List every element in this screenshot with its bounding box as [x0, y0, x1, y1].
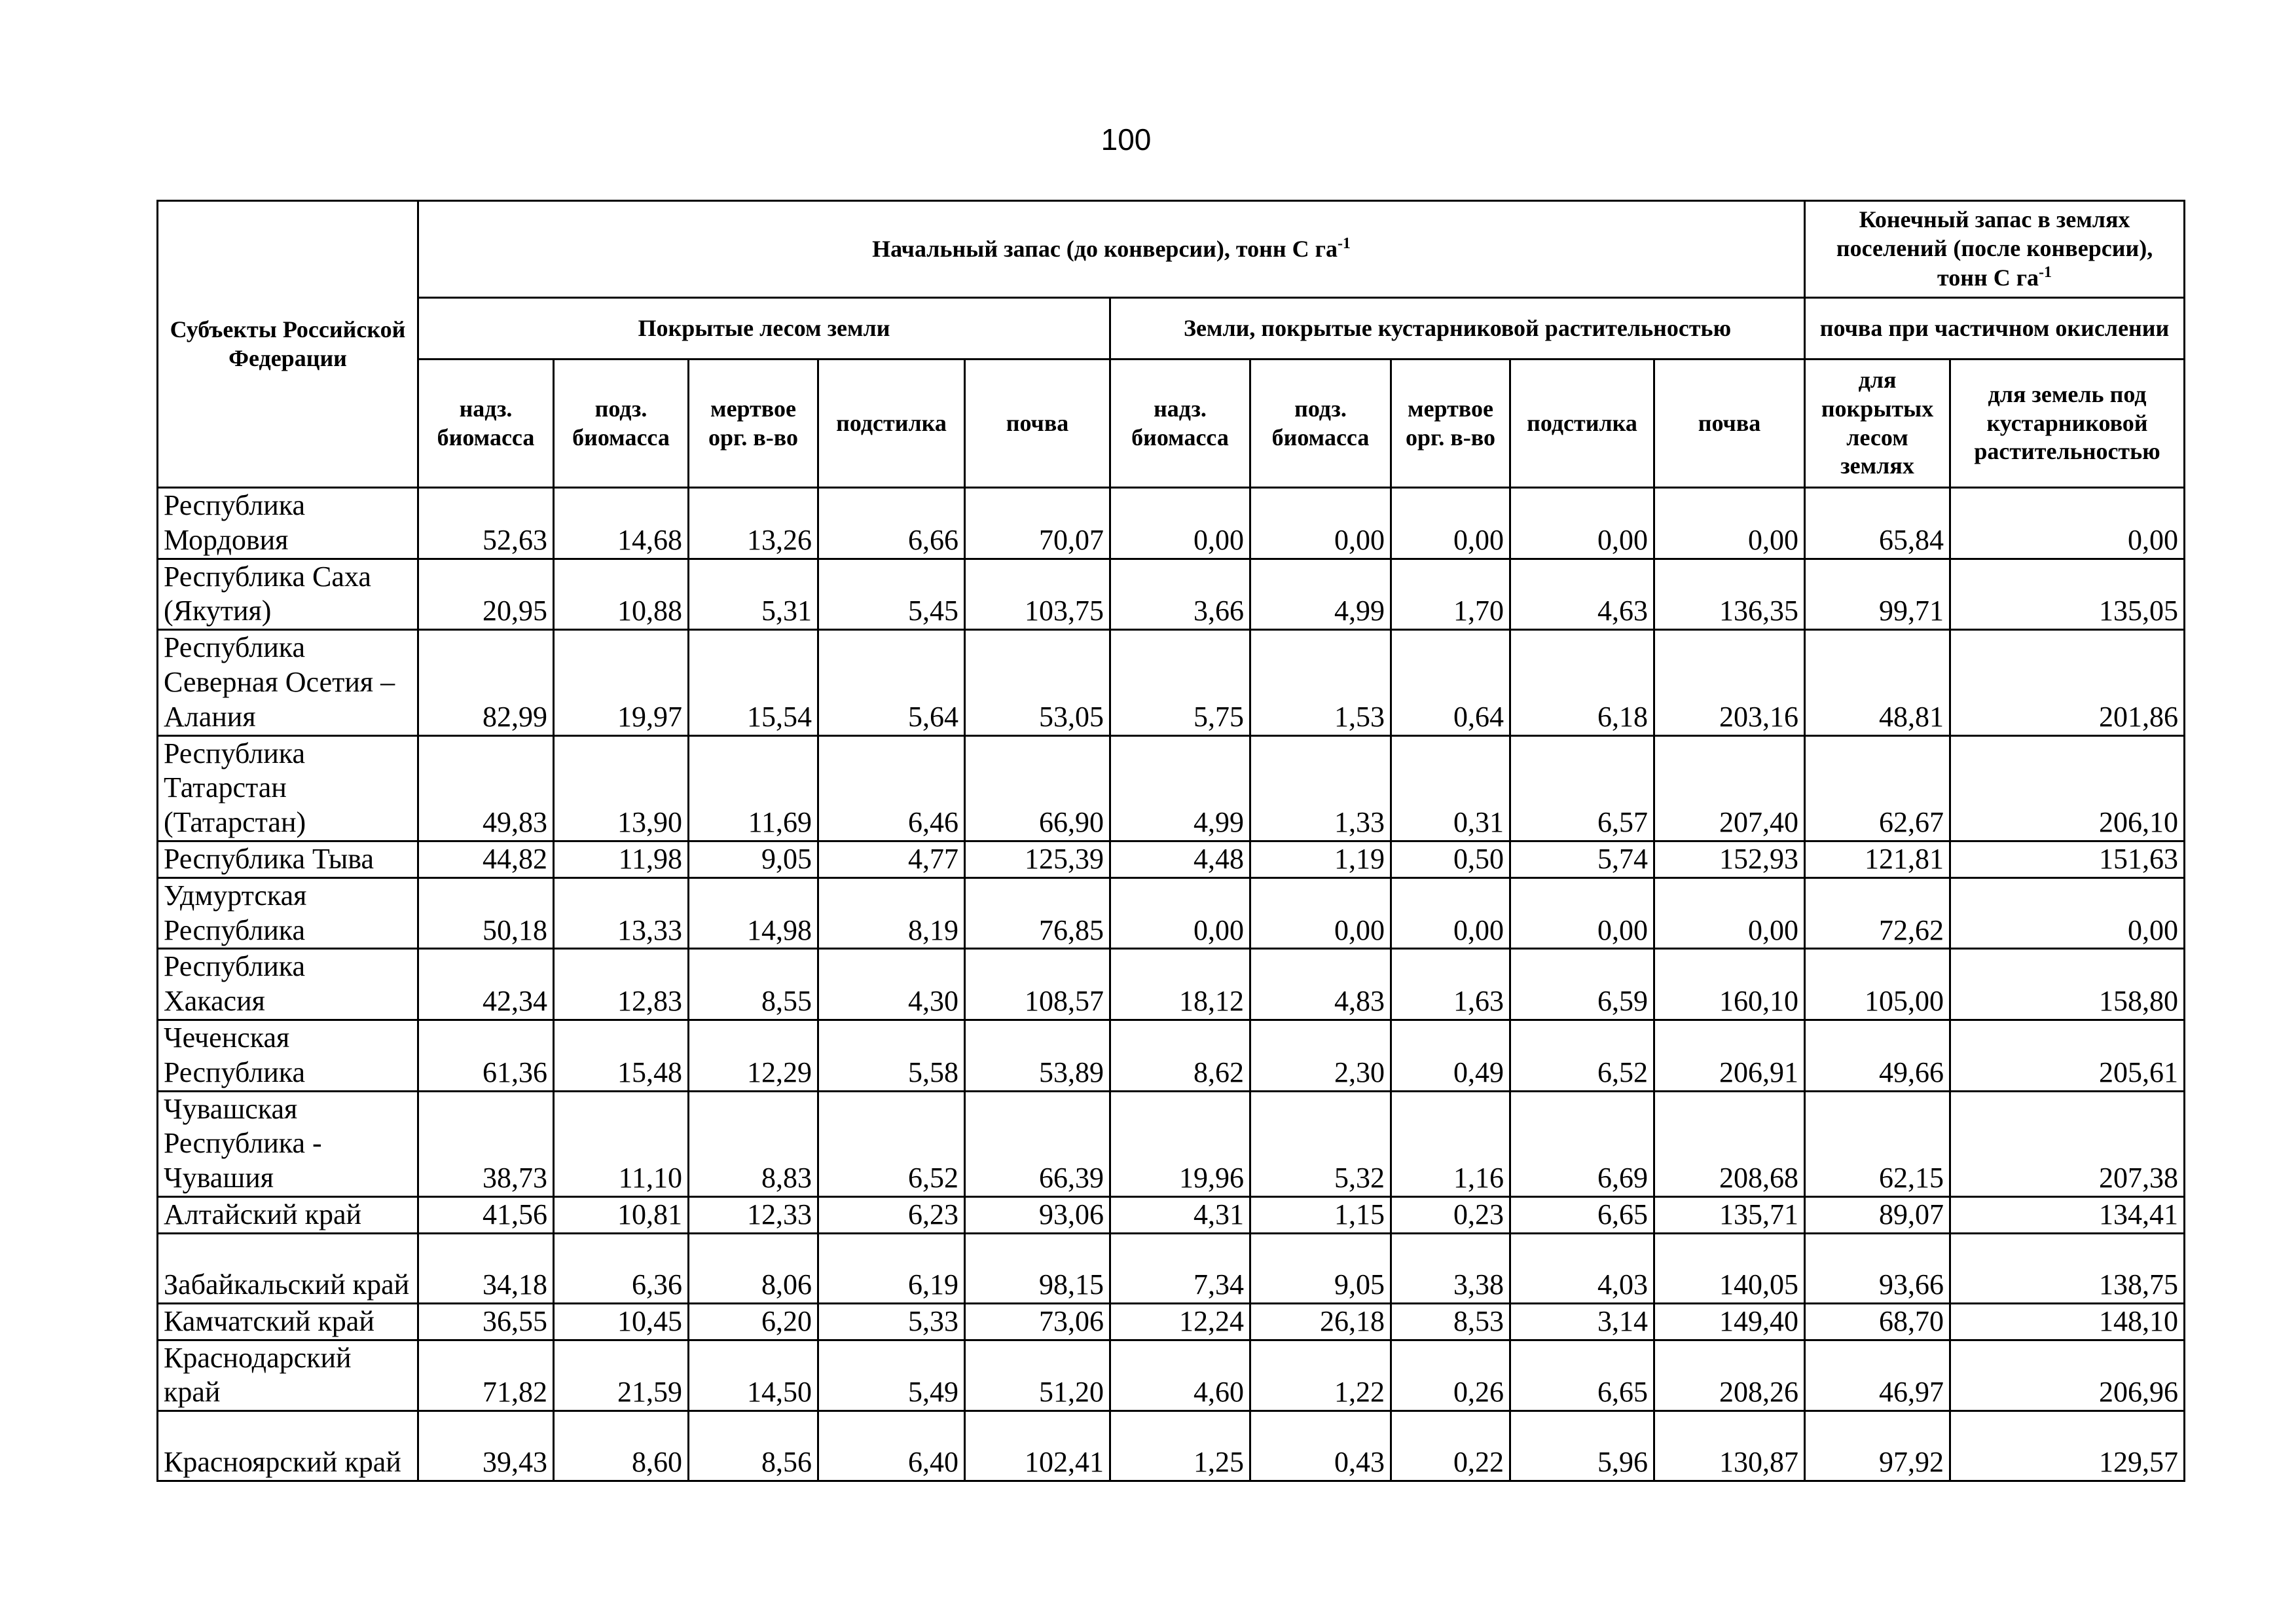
- table-cell: 208,26: [1654, 1340, 1805, 1411]
- col-forest-aboveground: надз. биомасса: [418, 360, 554, 488]
- row-subject-name: Республика Северная Осетия – Алания: [158, 630, 418, 735]
- table-cell: 0,00: [1391, 877, 1510, 949]
- table-cell: 4,99: [1250, 559, 1391, 630]
- table-cell: 62,67: [1805, 735, 1950, 841]
- row-subject-name: Республика Саха (Якутия): [158, 559, 418, 630]
- table-cell: 6,20: [689, 1303, 818, 1340]
- table-cell: 125,39: [965, 841, 1110, 877]
- table-cell: 39,43: [418, 1411, 554, 1481]
- table-cell: 42,34: [418, 949, 554, 1020]
- table-cell: 62,15: [1805, 1091, 1950, 1196]
- table-cell: 51,20: [965, 1340, 1110, 1411]
- col-forest-soil: почва: [965, 360, 1110, 488]
- table-cell: 89,07: [1805, 1196, 1950, 1233]
- table-cell: 2,30: [1250, 1020, 1391, 1091]
- table-cell: 52,63: [418, 488, 554, 559]
- table-cell: 13,26: [689, 488, 818, 559]
- col-forest-litter: подстилка: [818, 360, 965, 488]
- row-subject-name: Чеченская Республика: [158, 1020, 418, 1091]
- table-cell: 48,81: [1805, 630, 1950, 735]
- row-subject-name: Алтайский край: [158, 1196, 418, 1233]
- table-cell: 12,83: [554, 949, 689, 1020]
- table-cell: 13,33: [554, 877, 689, 949]
- col-shrub-aboveground: надз. биомасса: [1110, 360, 1250, 488]
- table-cell: 134,41: [1950, 1196, 2185, 1233]
- table-cell: 6,65: [1510, 1340, 1654, 1411]
- table-cell: 151,63: [1950, 841, 2185, 877]
- table-cell: 0,43: [1250, 1411, 1391, 1481]
- table-cell: 4,99: [1110, 735, 1250, 841]
- table-cell: 0,00: [1250, 488, 1391, 559]
- table-cell: 82,99: [418, 630, 554, 735]
- table-cell: 5,96: [1510, 1411, 1654, 1481]
- table-cell: 6,57: [1510, 735, 1654, 841]
- table-cell: 5,75: [1110, 630, 1250, 735]
- table-cell: 0,00: [1950, 877, 2185, 949]
- table-cell: 0,00: [1654, 877, 1805, 949]
- col-final-shrub: для земель под кустарниковой растительностью: [1950, 360, 2185, 488]
- table-cell: 4,03: [1510, 1233, 1654, 1303]
- table-cell: 73,06: [965, 1303, 1110, 1340]
- table-cell: 18,12: [1110, 949, 1250, 1020]
- table-row: [158, 488, 2185, 559]
- table-cell: 6,18: [1510, 630, 1654, 735]
- table-cell: 149,40: [1654, 1303, 1805, 1340]
- table-cell: 15,54: [689, 630, 818, 735]
- table-row: [158, 1233, 2185, 1303]
- table-cell: 0,00: [1110, 488, 1250, 559]
- table-cell: 5,64: [818, 630, 965, 735]
- table-cell: 160,10: [1654, 949, 1805, 1020]
- table-cell: 49,83: [418, 735, 554, 841]
- table-cell: 14,68: [554, 488, 689, 559]
- table-cell: 4,30: [818, 949, 965, 1020]
- table-row: [158, 1020, 2185, 1091]
- table-cell: 207,38: [1950, 1091, 2185, 1196]
- table-cell: 15,48: [554, 1020, 689, 1091]
- col-shrub-dead-organic: мертвое орг. в-во: [1391, 360, 1510, 488]
- table-cell: 8,60: [554, 1411, 689, 1481]
- table-cell: 6,52: [818, 1091, 965, 1196]
- table-cell: 203,16: [1654, 630, 1805, 735]
- table-cell: 8,56: [689, 1411, 818, 1481]
- table-cell: 0,00: [1250, 877, 1391, 949]
- table-cell: 4,83: [1250, 949, 1391, 1020]
- table-cell: 0,00: [1654, 488, 1805, 559]
- table-cell: 41,56: [418, 1196, 554, 1233]
- table-cell: 53,89: [965, 1020, 1110, 1091]
- table-cell: 10,88: [554, 559, 689, 630]
- table-cell: 0,00: [1950, 488, 2185, 559]
- table-cell: 140,05: [1654, 1233, 1805, 1303]
- table-cell: 208,68: [1654, 1091, 1805, 1196]
- table-cell: 11,98: [554, 841, 689, 877]
- table-cell: 1,15: [1250, 1196, 1391, 1233]
- table-cell: 201,86: [1950, 630, 2185, 735]
- row-subject-name: Чувашская Республика - Чувашия: [158, 1091, 418, 1196]
- table-cell: 6,69: [1510, 1091, 1654, 1196]
- table-cell: 19,96: [1110, 1091, 1250, 1196]
- header-initial-stock-text: Начальный запас (до конверсии), тонн С га: [872, 236, 1338, 263]
- table-cell: 138,75: [1950, 1233, 2185, 1303]
- table-cell: 7,34: [1110, 1233, 1250, 1303]
- table-cell: 5,32: [1250, 1091, 1391, 1196]
- header-final-stock-text: Конечный запас в землях поселений (после конверсии), тонн С га: [1836, 206, 2153, 291]
- table-row: [158, 877, 2185, 949]
- table-cell: 26,18: [1250, 1303, 1391, 1340]
- row-subject-name: Республика Татарстан (Татарстан): [158, 735, 418, 841]
- table-cell: 21,59: [554, 1340, 689, 1411]
- table-cell: 36,55: [418, 1303, 554, 1340]
- table-cell: 46,97: [1805, 1340, 1950, 1411]
- table-cell: 50,18: [418, 877, 554, 949]
- col-shrub-litter: подстилка: [1510, 360, 1654, 488]
- table-row: [158, 1196, 2185, 1233]
- table-cell: 6,46: [818, 735, 965, 841]
- table-cell: 49,66: [1805, 1020, 1950, 1091]
- table-cell: 66,39: [965, 1091, 1110, 1196]
- header-initial-stock: [418, 201, 1805, 298]
- row-subject-name: Краснодарский край: [158, 1340, 418, 1411]
- table-cell: 4,31: [1110, 1196, 1250, 1233]
- table-cell: 0,00: [1510, 877, 1654, 949]
- table-cell: 12,33: [689, 1196, 818, 1233]
- table-cell: 97,92: [1805, 1411, 1950, 1481]
- table-cell: 5,58: [818, 1020, 965, 1091]
- header-final-stock-sup: -1: [2039, 263, 2052, 281]
- row-subject-name: Забайкальский край: [158, 1233, 418, 1303]
- table-cell: 68,70: [1805, 1303, 1950, 1340]
- table-row: [158, 1303, 2185, 1340]
- table-cell: 65,84: [1805, 488, 1950, 559]
- table-cell: 93,06: [965, 1196, 1110, 1233]
- table-cell: 70,07: [965, 488, 1110, 559]
- table-cell: 9,05: [1250, 1233, 1391, 1303]
- table-cell: 1,19: [1250, 841, 1391, 877]
- table-cell: 4,63: [1510, 559, 1654, 630]
- table-cell: 98,15: [965, 1233, 1110, 1303]
- table-cell: 8,19: [818, 877, 965, 949]
- table-cell: 44,82: [418, 841, 554, 877]
- row-subject-name: Камчатский край: [158, 1303, 418, 1340]
- table-cell: 135,05: [1950, 559, 2185, 630]
- table-cell: 0,00: [1510, 488, 1654, 559]
- table-cell: 1,63: [1391, 949, 1510, 1020]
- table-cell: 206,91: [1654, 1020, 1805, 1091]
- table-cell: 66,90: [965, 735, 1110, 841]
- table-cell: 10,45: [554, 1303, 689, 1340]
- table-cell: 205,61: [1950, 1020, 2185, 1091]
- table-cell: 102,41: [965, 1411, 1110, 1481]
- table-cell: 3,38: [1391, 1233, 1510, 1303]
- table-cell: 99,71: [1805, 559, 1950, 630]
- table-cell: 1,22: [1250, 1340, 1391, 1411]
- table-row: [158, 630, 2185, 735]
- table-cell: 19,97: [554, 630, 689, 735]
- table-cell: 76,85: [965, 877, 1110, 949]
- table-cell: 14,50: [689, 1340, 818, 1411]
- table-cell: 6,52: [1510, 1020, 1654, 1091]
- table-row: [158, 1411, 2185, 1481]
- table-cell: 8,83: [689, 1091, 818, 1196]
- table-cell: 10,81: [554, 1196, 689, 1233]
- table-cell: 20,95: [418, 559, 554, 630]
- table-cell: 6,23: [818, 1196, 965, 1233]
- table-cell: 6,65: [1510, 1196, 1654, 1233]
- header-final-stock: [1805, 201, 2185, 298]
- table-cell: 108,57: [965, 949, 1110, 1020]
- table-cell: 6,19: [818, 1233, 965, 1303]
- table-cell: 0,00: [1391, 488, 1510, 559]
- table-row: [158, 1340, 2185, 1411]
- row-subject-name: Удмуртская Республика: [158, 877, 418, 949]
- table-cell: 14,98: [689, 877, 818, 949]
- table-cell: 1,33: [1250, 735, 1391, 841]
- table-cell: 9,05: [689, 841, 818, 877]
- table-cell: 206,96: [1950, 1340, 2185, 1411]
- table-cell: 1,16: [1391, 1091, 1510, 1196]
- table-cell: 8,06: [689, 1233, 818, 1303]
- table-cell: 38,73: [418, 1091, 554, 1196]
- table-cell: 53,05: [965, 630, 1110, 735]
- carbon-stock-table: [156, 200, 2185, 1482]
- table-cell: 71,82: [418, 1340, 554, 1411]
- row-subject-name: Республика Тыва: [158, 841, 418, 877]
- table-cell: 8,53: [1391, 1303, 1510, 1340]
- col-forest-dead-organic: мертвое орг. в-во: [689, 360, 818, 488]
- header-initial-stock-sup: -1: [1337, 235, 1351, 253]
- header-forest-lands: Покрытые лесом земли: [418, 298, 1110, 360]
- table-header: [158, 201, 2185, 488]
- table-row: [158, 1091, 2185, 1196]
- col-shrub-soil: почва: [1654, 360, 1805, 488]
- table-cell: 12,29: [689, 1020, 818, 1091]
- table-cell: 3,66: [1110, 559, 1250, 630]
- table-cell: 0,22: [1391, 1411, 1510, 1481]
- table-cell: 0,50: [1391, 841, 1510, 877]
- table-cell: 5,31: [689, 559, 818, 630]
- table-cell: 8,62: [1110, 1020, 1250, 1091]
- table-cell: 1,25: [1110, 1411, 1250, 1481]
- table-cell: 6,66: [818, 488, 965, 559]
- table-cell: 4,60: [1110, 1340, 1250, 1411]
- table-cell: 152,93: [1654, 841, 1805, 877]
- table-cell: 61,36: [418, 1020, 554, 1091]
- row-subject-name: Республика Мордовия: [158, 488, 418, 559]
- table-cell: 130,87: [1654, 1411, 1805, 1481]
- table-cell: 1,53: [1250, 630, 1391, 735]
- table-cell: 5,49: [818, 1340, 965, 1411]
- table-cell: 4,48: [1110, 841, 1250, 877]
- table-cell: 6,59: [1510, 949, 1654, 1020]
- table-cell: 136,35: [1654, 559, 1805, 630]
- table-cell: 4,77: [818, 841, 965, 877]
- header-soil-partial-oxidation: почва при частичном окислении: [1805, 298, 2185, 360]
- table-cell: 206,10: [1950, 735, 2185, 841]
- table-row: [158, 559, 2185, 630]
- table-cell: 129,57: [1950, 1411, 2185, 1481]
- table-row: [158, 841, 2185, 877]
- table-cell: 0,23: [1391, 1196, 1510, 1233]
- table-cell: 6,36: [554, 1233, 689, 1303]
- table-body: [158, 488, 2185, 1481]
- col-final-forest: для покрытых лесом землях: [1805, 360, 1950, 488]
- table-cell: 103,75: [965, 559, 1110, 630]
- table-cell: 1,70: [1391, 559, 1510, 630]
- table-cell: 11,69: [689, 735, 818, 841]
- table-cell: 158,80: [1950, 949, 2185, 1020]
- table-cell: 0,26: [1391, 1340, 1510, 1411]
- row-subject-name: Красноярский край: [158, 1411, 418, 1481]
- header-shrub-lands: Земли, покрытые кустарниковой растительностью: [1110, 298, 1805, 360]
- page-number: 100: [1101, 122, 1152, 157]
- table-row: [158, 949, 2185, 1020]
- header-subjects: Субъекты Российской Федерации: [158, 201, 418, 488]
- col-forest-belowground: подз. биомасса: [554, 360, 689, 488]
- table-cell: 5,33: [818, 1303, 965, 1340]
- table-row: [158, 735, 2185, 841]
- table-cell: 3,14: [1510, 1303, 1654, 1340]
- table-cell: 148,10: [1950, 1303, 2185, 1340]
- table-cell: 6,40: [818, 1411, 965, 1481]
- table-cell: 0,49: [1391, 1020, 1510, 1091]
- table-cell: 5,45: [818, 559, 965, 630]
- col-shrub-belowground: подз. биомасса: [1250, 360, 1391, 488]
- table-cell: 135,71: [1654, 1196, 1805, 1233]
- table-cell: 121,81: [1805, 841, 1950, 877]
- table-cell: 0,00: [1110, 877, 1250, 949]
- table-cell: 0,31: [1391, 735, 1510, 841]
- table-cell: 11,10: [554, 1091, 689, 1196]
- table-cell: 5,74: [1510, 841, 1654, 877]
- row-subject-name: Республика Хакасия: [158, 949, 418, 1020]
- table-cell: 0,64: [1391, 630, 1510, 735]
- table-cell: 12,24: [1110, 1303, 1250, 1340]
- table-cell: 93,66: [1805, 1233, 1950, 1303]
- table-cell: 8,55: [689, 949, 818, 1020]
- table-cell: 34,18: [418, 1233, 554, 1303]
- table-cell: 207,40: [1654, 735, 1805, 841]
- table-cell: 13,90: [554, 735, 689, 841]
- table-cell: 72,62: [1805, 877, 1950, 949]
- table-cell: 105,00: [1805, 949, 1950, 1020]
